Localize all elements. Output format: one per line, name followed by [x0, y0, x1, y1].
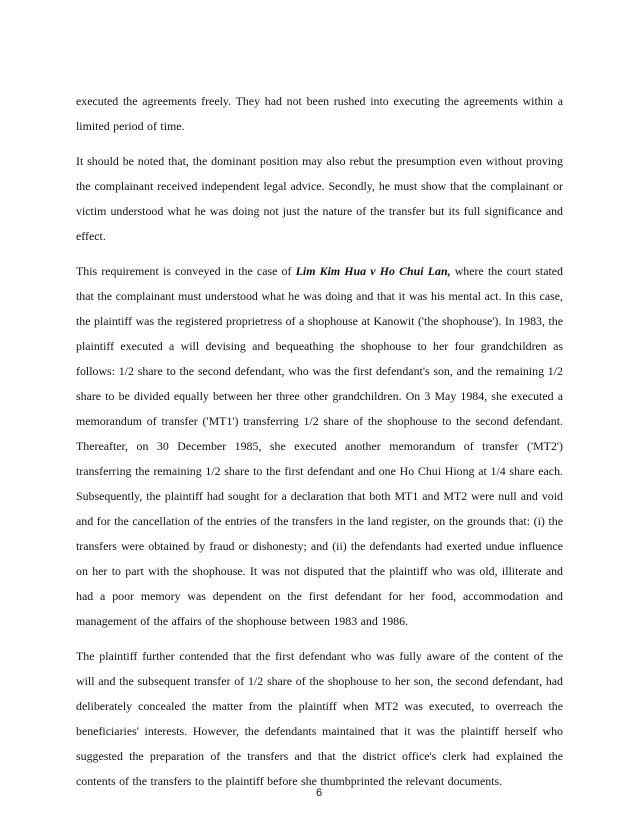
case-name: Lim Kim Hua v Ho Chui Lan,	[295, 264, 451, 278]
paragraph-1: executed the agreements freely. They had not been rushed into executing the agreements within a limited period of time.	[76, 94, 563, 133]
paragraph-3-body: where the court stated that the complainant must understood what he was doing and that it was his mental act. In this case, the plaintiff was the registered proprietress of a shophouse at Kanowit ('the shophouse'). In 1983, the plaintiff executed a will devising and bequeathing the shophouse to her four grandchildren as follows: 1/2 share to the second defendant, who was the first defendant's son, and the remaining 1/2 share to be divided equally between her three other grandchildren. On 3 May 1984, she executed a memorandum of transfer ('MT1') transferring 1/2 share of the shophouse to the second defendant. Thereafter, on 30 December 1985, she executed another memorandum of transfer ('MT2') transferring the remaining 1/2 share to the first defendant and one Ho Chui Hiong at 1/4 share each. Subsequently, the plaintiff had sought for a declaration that both MT1 and MT2 were null and void and for the cancellation of the entries of the transfers in the land register, on the grounds that: (i) the transfers were obtained by fraud or dishonesty; and (ii) the defendants had exerted undue influence on her to part with the shophouse. It was not disputed that the plaintiff who was old, illiterate and had a poor memory was dependent on the first defendant for her food, accommodation and management of the affairs of the shophouse between 1983 and 1986.	[76, 264, 563, 628]
paragraph-3-intro: This requirement is conveyed in the case of	[76, 264, 296, 278]
paragraph-4: The plaintiff further contended that the first defendant who was fully aware of the content of the will and the subsequent transfer of 1/2 share of the shophouse to her son, the second defendant, had deliberately concealed the matter from the plaintiff when MT2 was executed, to overreach the beneficiaries' interests. However, the defendants maintained that it was the plaintiff herself who suggested the preparation of the transfers and that the district office's clerk had explained the contents of the transfers to the plaintiff before she thumbprinted the relevant documents.	[76, 649, 563, 788]
document-body	[76, 89, 563, 804]
page-number: 6	[315, 787, 323, 799]
paragraph-2: It should be noted that, the dominant position may also rebut the presumption even without proving the complainant received independent legal advice. Secondly, he must show that the complainant or victim understood what he was doing not just the nature of the transfer but its full significance and effect.	[76, 154, 563, 243]
paragraph-3	[76, 259, 563, 634]
